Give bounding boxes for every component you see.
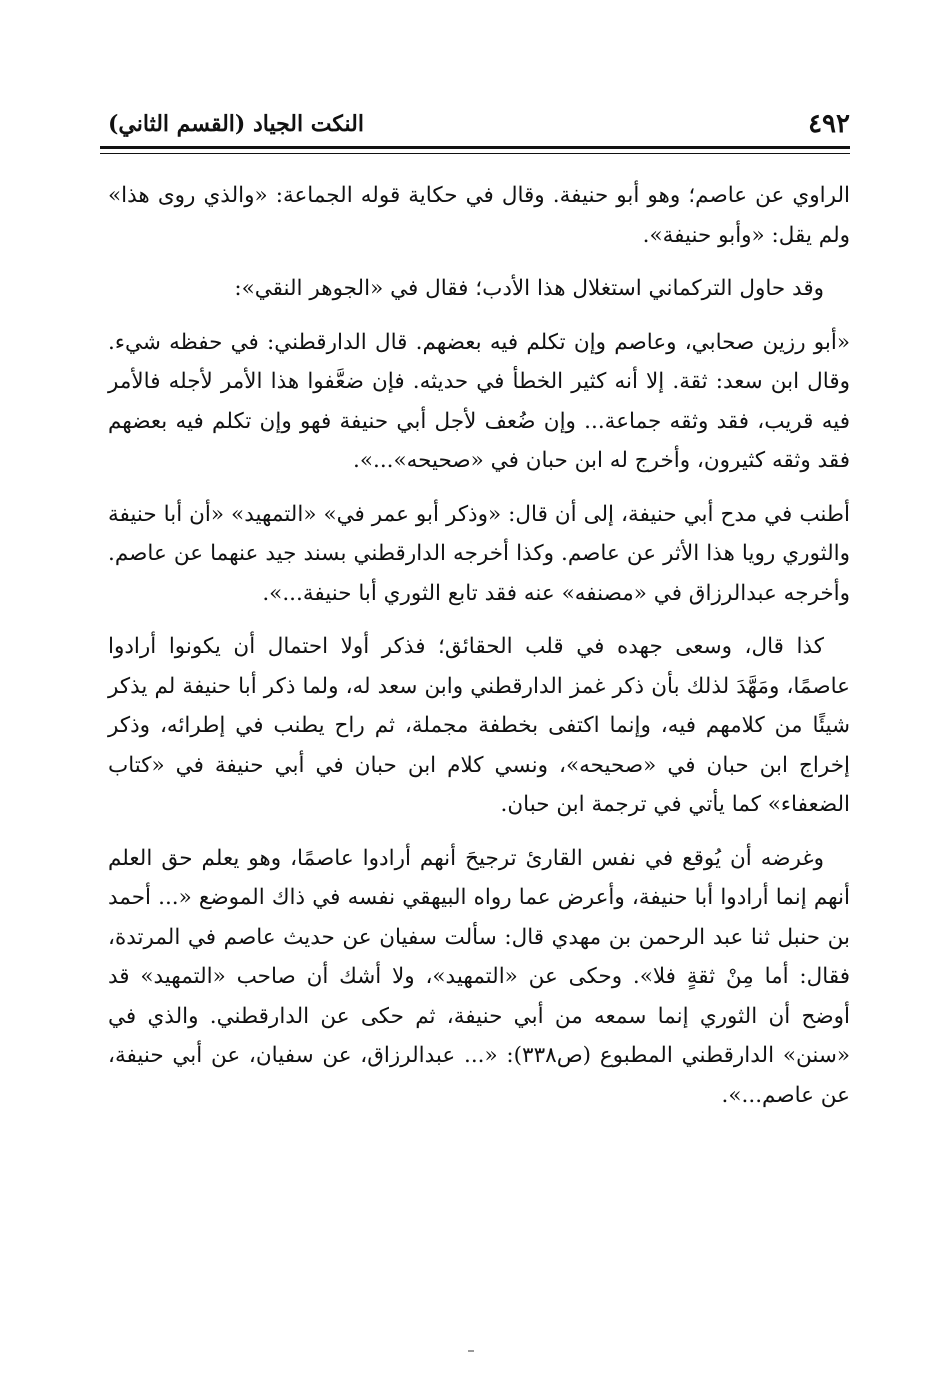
- paragraph-1: الراوي عن عاصم؛ وهو أبو حنيفة. وقال في حكاية قوله الجماعة: «والذي روى هذا» ولم يقل: «وأبو حنيفة».: [108, 183, 850, 248]
- paragraph-4: أطنب في مدح أبي حنيفة، إلى أن قال: «وذكر أبو عمر في» «التمهيد» «أن أبا حنيفة والثوري رويا هذا الأثر عن عاصم. وكذا أخرجه الدارقطني بسند جيد عنهما عن عاصم. وأخرجه عبدالرزاق في «مصنفه» عنه فقد تابع الثوري أبا حنيفة...».: [108, 501, 850, 606]
- header-rule-thin: [100, 153, 850, 154]
- paragraph-5: كذا قال، وسعى جهده في قلب الحقائق؛ فذكر أولا احتمال أن يكونوا أرادوا عاصمًا، ومَهَّدَ لذلك بأن ذكر غمز الدارقطني وابن سعد له، ولما ذكر أبا حنيفة لم يذكر شيئًا من كلامهم فيه، وإنما اكتفى بخطفة مجملة، ثم راح يطنب في إطرائه، وذكر إخراج ابن حبان في «صحيحه»، ونسي كلام ابن حبان في أبي حنيفة في «كتاب الضعفاء» كما يأتي في ترجمة ابن حبان.: [108, 634, 850, 817]
- paragraph-3-quote: «أبو رزين صحابي، وعاصم وإن تكلم فيه بعضهم. قال الدارقطني: في حفظه شيء. وقال ابن سعد: ثقة. إلا أنه كثير الخطأ في حديثه. فإن ضعَّفوا هذا الأمر لأجله فالأمر فيه قريب، فقد وثقه جماعة... وإن ضُعف لأجل أبي حنيفة فهو وإن تكلم فيه بعضهم فقد وثقه كثيرون، وأخرج له ابن حبان في «صحيحه»...».: [108, 329, 850, 473]
- header-rule-thick: [100, 146, 850, 149]
- running-title: النكت الجياد (القسم الثاني): [108, 111, 364, 137]
- page-header: [108, 104, 850, 144]
- page-number: ٤٩٢: [808, 109, 850, 139]
- paragraph-2: وقد حاول التركماني استغلال هذا الأدب؛ فقال في «الجوهر النقي»:: [234, 276, 824, 301]
- scan-speck: [468, 1350, 474, 1352]
- body-text: [108, 176, 850, 1115]
- paragraph-6: وغرضه أن يُوقع في نفس القارئ ترجيحَ أنهم أرادوا عاصمًا، وهو يعلم حق العلم أنهم إنما أرادوا أبا حنيفة، وأعرض عما رواه البيهقي نفسه في ذاك الموضع «... أحمد بن حنبل ثنا عبد الرحمن بن مهدي قال: سألت سفيان عن حديث عاصم في المرتدة، فقال: أما مِنْ ثقةٍ فلا». وحكى عن «التمهيد»، ولا أشك أن صاحب «التمهيد» قد أوضح أن الثوري إنما سمعه من أبي حنيفة، ثم حكى عن الدارقطني. والذي في «سنن» الدارقطني المطبوع (ص٣٣٨): «... عبدالرزاق، عن سفيان، عن أبي حنيفة، عن عاصم...».: [108, 845, 850, 1108]
